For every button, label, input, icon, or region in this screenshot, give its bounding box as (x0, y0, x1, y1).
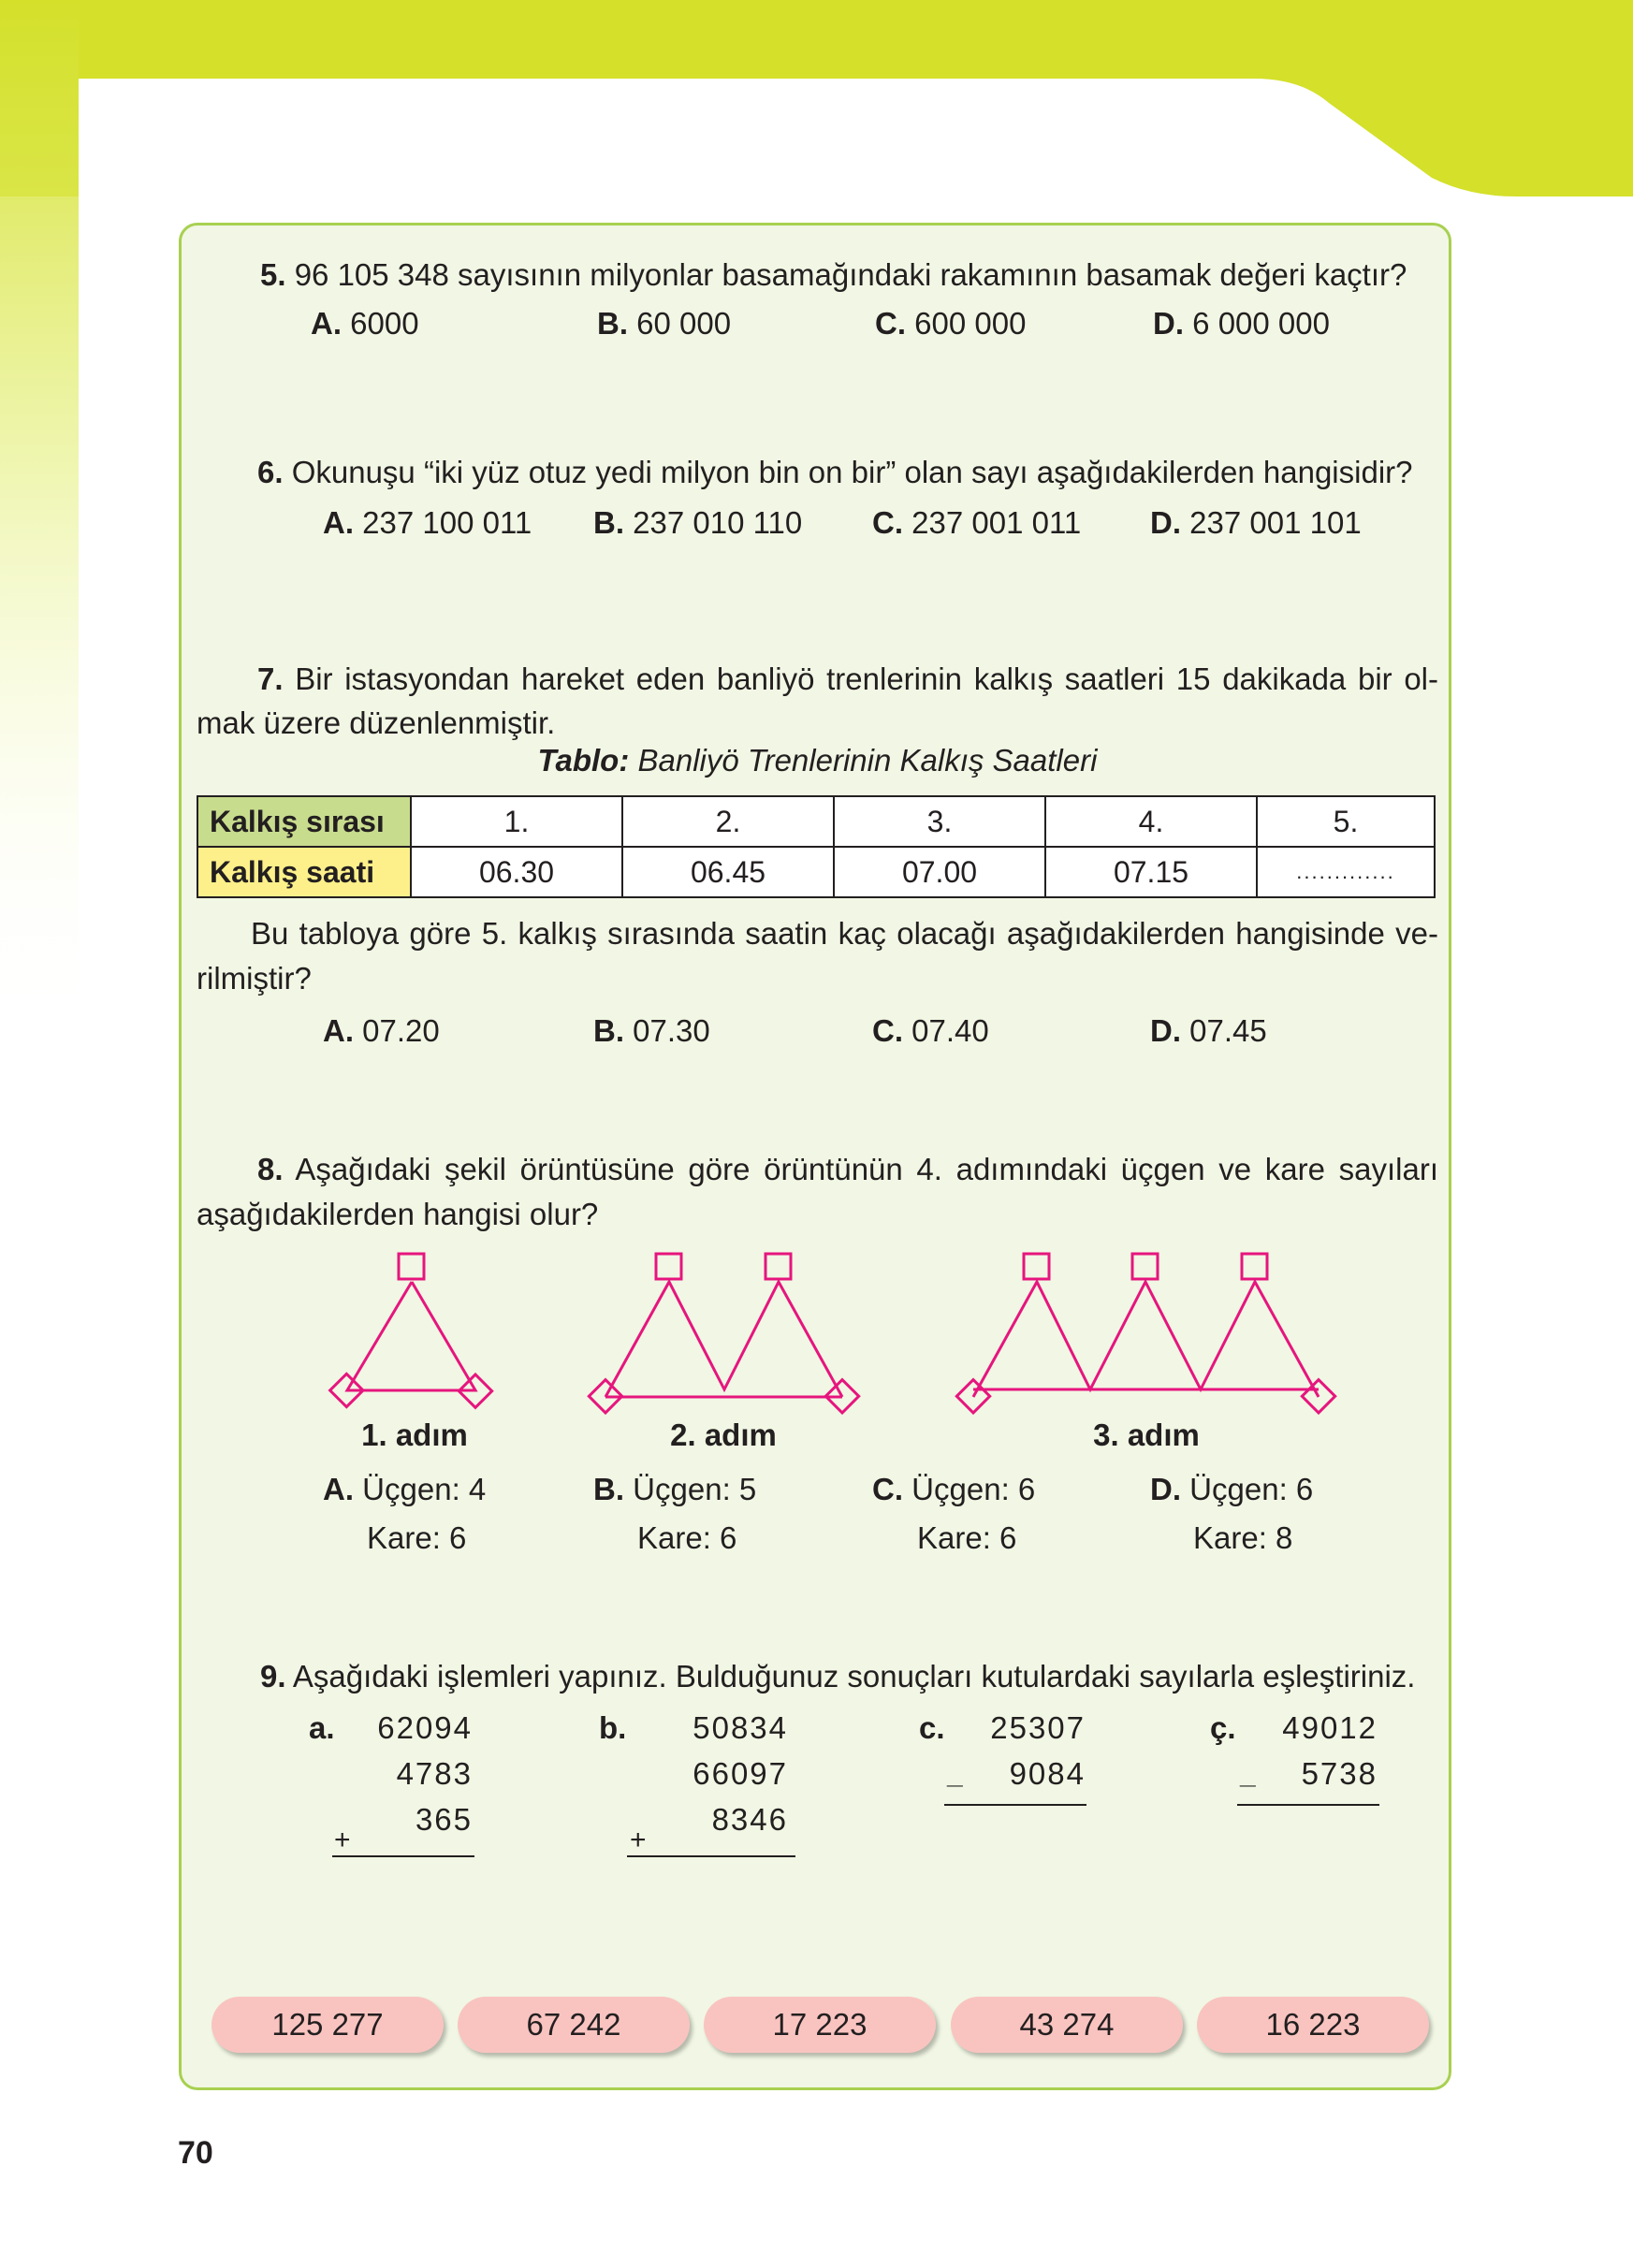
table-cell-blank: ............. (1257, 847, 1435, 897)
answer-box[interactable]: 67 242 (458, 1997, 690, 2053)
q6-option-c[interactable]: C. 237 001 011 (872, 505, 1082, 540)
plus-sign: + (334, 1825, 351, 1855)
question-6-text: Okunuşu “iki yüz otuz yedi milyon bin on bir” olan sayı aşağıdakilerden hangisidir? (291, 455, 1413, 489)
answer-box[interactable]: 17 223 (704, 1997, 936, 2053)
table-cell: 06.45 (622, 847, 834, 897)
q5-option-a[interactable]: A. 6000 (311, 306, 419, 341)
question-9 (260, 1654, 1415, 1699)
q7-option-a[interactable]: A. 07.20 (323, 1013, 440, 1048)
sum-line (627, 1855, 795, 1857)
q8-option-d-line-2: Kare: 8 (1193, 1520, 1293, 1555)
minus-sign: _ (947, 1759, 963, 1790)
problem-b-label: b. (599, 1710, 627, 1745)
question-5-number: 5. (260, 257, 286, 292)
q7-option-b[interactable]: B. 07.30 (593, 1013, 710, 1048)
q8-option-a-line-2: Kare: 6 (367, 1520, 467, 1555)
step-2-label: 2. adım (670, 1418, 777, 1452)
q5-option-d[interactable]: D. 6 000 000 (1153, 306, 1330, 341)
q8-option-b[interactable]: B. Üçgen: 5 (593, 1472, 757, 1506)
step-1-label: 1. adım (361, 1418, 468, 1452)
question-5-text: 96 105 348 sayısının milyonlar basamağındaki rakamının basamak değeri kaçtır? (294, 257, 1407, 292)
answer-box[interactable]: 125 277 (211, 1997, 444, 2053)
step-1-shape (330, 1254, 492, 1407)
problem-b-number: 50834 (693, 1710, 788, 1745)
answer-box[interactable]: 16 223 (1197, 1997, 1429, 2053)
q6-option-d[interactable]: D. 237 001 101 (1150, 505, 1362, 540)
difference-line (944, 1804, 1086, 1806)
problem-c-label: c. (919, 1710, 945, 1745)
answer-box[interactable]: 43 274 (951, 1997, 1183, 2053)
q5-option-b[interactable]: B. 60 000 (597, 306, 732, 341)
problem-c-number: 25307 (990, 1710, 1086, 1745)
table-cell: 07.00 (834, 847, 1045, 897)
problem-b-number: 66097 (693, 1756, 788, 1791)
problem-c-number: 9084 (1009, 1756, 1086, 1791)
step-3-label: 3. adım (1093, 1418, 1200, 1452)
problem-a-number: 62094 (377, 1710, 473, 1745)
problem-b-number: 8346 (711, 1802, 788, 1837)
question-8-line-2: aşağıdakilerden hangisi olur? (197, 1197, 599, 1231)
question-6-number: 6. (257, 455, 284, 489)
row-header-order: Kalkış sırası (197, 796, 411, 847)
problem-a-number: 4783 (396, 1756, 473, 1791)
question-7-line-2: mak üzere düzenlenmiştir. (197, 705, 556, 740)
table-cell: 07.15 (1045, 847, 1257, 897)
table-cell: 06.30 (411, 847, 622, 897)
table-cell: 4. (1045, 796, 1257, 847)
question-7-line-1: 7. Bir istasyondan hareket eden banliyö trenlerinin kalkış saatleri 15 dakikada bir ol- (257, 662, 1438, 696)
q8-option-d[interactable]: D. Üçgen: 6 (1150, 1472, 1314, 1506)
question-7-after-2: rilmiştir? (197, 961, 312, 996)
question-7-after-1: Bu tabloya göre 5. kalkış sırasında saatin kaç olacağı aşağıdakilerden hangisinde ve- (251, 916, 1438, 951)
q8-option-c[interactable]: C. Üçgen: 6 (872, 1472, 1036, 1506)
table-cell: 2. (622, 796, 834, 847)
question-8-line-1: 8. Aşağıdaki şekil örüntüsüne göre örüntünün 4. adımındaki üçgen ve kare sayıları (257, 1152, 1438, 1186)
problem-c-cedilla-number: 5738 (1301, 1756, 1378, 1791)
question-9-number: 9. (260, 1659, 286, 1694)
table-cell: 1. (411, 796, 622, 847)
q8-option-c-line-2: Kare: 6 (917, 1520, 1017, 1555)
table-caption: Tablo: Banliyö Trenlerinin Kalkış Saatleri (537, 743, 1098, 778)
table-cell: 5. (1257, 796, 1435, 847)
q7-option-c[interactable]: C. 07.40 (872, 1013, 989, 1048)
problem-c-cedilla-label: ç. (1210, 1710, 1236, 1745)
step-2-shape (589, 1254, 858, 1413)
page-number: 70 (178, 2135, 213, 2171)
plus-sign: + (630, 1825, 647, 1855)
step-3-shape (956, 1254, 1334, 1413)
table-cell: 3. (834, 796, 1045, 847)
problem-a-label: a. (309, 1710, 335, 1745)
difference-line (1237, 1804, 1379, 1806)
q8-option-b-line-2: Kare: 6 (637, 1520, 737, 1555)
problem-c-cedilla-number: 49012 (1282, 1710, 1378, 1745)
question-9-text: Aşağıdaki işlemleri yapınız. Bulduğunuz sonuçları kutulardaki sayılarla eşleştiriniz. (292, 1659, 1416, 1694)
q5-option-c[interactable]: C. 600 000 (875, 306, 1027, 341)
sum-line (332, 1855, 474, 1857)
minus-sign: _ (1240, 1759, 1256, 1790)
problem-a-number: 365 (415, 1802, 473, 1837)
q8-option-a[interactable]: A. Üçgen: 4 (323, 1472, 487, 1506)
q6-option-a[interactable]: A. 237 100 011 (323, 505, 532, 540)
q6-option-b[interactable]: B. 237 010 110 (593, 505, 803, 540)
q7-option-d[interactable]: D. 07.45 (1150, 1013, 1267, 1048)
row-header-time: Kalkış saati (197, 847, 411, 897)
